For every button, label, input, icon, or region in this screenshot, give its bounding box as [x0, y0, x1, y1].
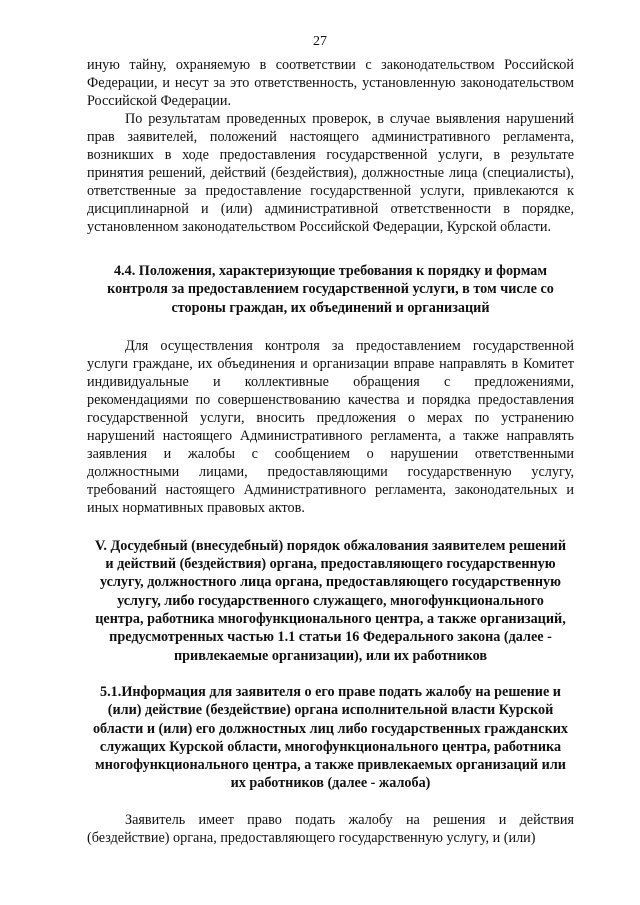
section-heading-4-4: 4.4. Положения, характеризующие требования к порядку и формам контроля за предоставлением государственной услуги, в том числе со стороны граждан, их объединений и организаций: [107, 263, 554, 316]
paragraph-citizen-control: Для осуществления контроля за предоставлением государственной услуги граждане, их объединения и организации вправе направлять в Комитет индивидуальные и коллективные обращения с предложениями, рекомендациями по совершенствованию качества и порядка предоставления государственной услуги, вносить предложения о мерах по устранению нарушений настоящего Административного регламента, а также направлять заявления и жалобы с сообщением о нарушении ответственными должностными лицами, предоставляющими государственную услугу, требований настоящего Административного регламента, законодательных и иных нормативных правовых актов.: [87, 337, 574, 516]
page-number: 27: [313, 34, 327, 49]
paragraph-inspection-results: По результатам проведенных проверок, в случае выявления нарушений прав заявителей, положений настоящего административного регламента, возникших в ходе предоставления государственной услуги, в результате принятия решений, действий (бездействия), должностные лица (специалисты), ответственные за предоставление государственной услуги, привлекаются к дисциплинарной и (или) административной ответственности в порядке, установленном законодательством Российской Федерации, Курской области.: [87, 111, 574, 235]
section-heading-v: V. Досудебный (внесудебный) порядок обжалования заявителем решений и действий (бездействия) органа, предоставляющего государственную услугу, должностного лица органа, предоставляющего государственную услугу, либо государственного служащего, многофункционального центра, работника многофункционального центра, а также организаций, предусмотренных частью 1.1 статьи 16 Федерального закона (далее - привлекаемые организации), или их работников: [94, 537, 567, 664]
paragraph-complaint-right: Заявитель имеет право подать жалобу на решения и действия (бездействие) органа, предоставляющего государственную услугу, и (или): [87, 811, 574, 846]
section-heading-5-1: 5.1.Информация для заявителя о его праве подать жалобу на решение и (или) действие (бездействие) органа исполнительной власти Курской области и (или) его должностных лиц либо государственных гражданских служащих Курской области, многофункционального центра, работника многофункционального центра, а также привлекаемых организаций или их работников (далее - жалоба): [92, 683, 569, 792]
paragraph-continuation: иную тайну, охраняемую в соответствии с законодательством Российской Федерации, и несут за это ответственность, установленную законодательством Российской Федерации.: [87, 57, 574, 109]
document-body: [87, 56, 574, 847]
